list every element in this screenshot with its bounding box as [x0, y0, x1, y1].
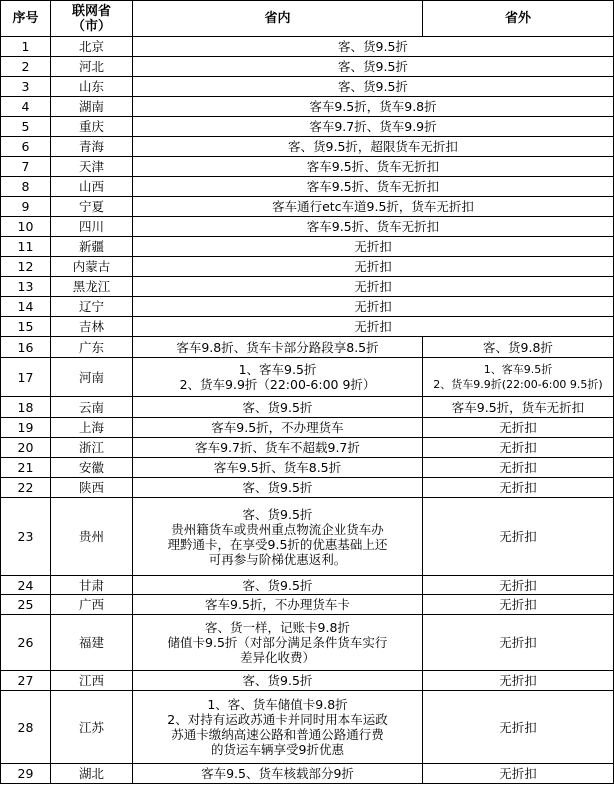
province-cell: 广西: [51, 595, 133, 615]
row-index-cell: 20: [1, 438, 51, 458]
province-cell: 辽宁: [51, 297, 133, 317]
outside-discount-cell: 无折扣: [423, 576, 614, 595]
header-index: 序号: [1, 1, 51, 37]
outside-discount-cell: 客、货9.8折: [423, 337, 614, 358]
inside-discount-cell: 1、客车9.5折 2、货车9.9折（22:00-6:00 9折）: [133, 358, 423, 397]
discount-merged-cell: 客、货9.5折: [133, 37, 614, 57]
inside-discount-cell: 客车9.5折，不办理货车: [133, 418, 423, 438]
row-index-cell: 9: [1, 197, 51, 217]
row-index-cell: 8: [1, 177, 51, 197]
province-cell: 宁夏: [51, 197, 133, 217]
province-cell: 广东: [51, 337, 133, 358]
row-index-cell: 27: [1, 671, 51, 691]
table-row: [1, 37, 614, 57]
province-cell: 上海: [51, 418, 133, 438]
province-cell: 浙江: [51, 438, 133, 458]
inside-discount-cell: 客、货9.5折: [133, 397, 423, 418]
row-index-cell: 23: [1, 498, 51, 576]
inside-discount-cell: 客车9.8折、货车卡部分路段享8.5折: [133, 337, 423, 358]
inside-discount-cell: 客车9.5折，不办理货车卡: [133, 595, 423, 615]
outside-discount-cell: 无折扣: [423, 671, 614, 691]
outside-discount-cell: 无折扣: [423, 418, 614, 438]
province-cell: 青海: [51, 137, 133, 157]
row-index-cell: 22: [1, 478, 51, 498]
row-index-cell: 12: [1, 257, 51, 277]
discount-merged-cell: 客、货9.5折: [133, 77, 614, 97]
table-row: [1, 237, 614, 257]
province-cell: 贵州: [51, 498, 133, 576]
table-row: [1, 615, 614, 671]
row-index-cell: 29: [1, 764, 51, 784]
row-index-cell: 25: [1, 595, 51, 615]
province-cell: 重庆: [51, 117, 133, 137]
table-row: [1, 576, 614, 595]
inside-discount-cell: 客车9.5、货车核载部分9折: [133, 764, 423, 784]
province-cell: 陕西: [51, 478, 133, 498]
row-index-cell: 4: [1, 97, 51, 117]
province-cell: 江西: [51, 671, 133, 691]
province-cell: 四川: [51, 217, 133, 237]
discount-merged-cell: 无折扣: [133, 277, 614, 297]
row-index-cell: 6: [1, 137, 51, 157]
table-row: [1, 77, 614, 97]
table-row: [1, 358, 614, 397]
row-index-cell: 19: [1, 418, 51, 438]
discount-merged-cell: 客、货9.5折，超限货车无折扣: [133, 137, 614, 157]
outside-discount-cell: 无折扣: [423, 438, 614, 458]
discount-merged-cell: 无折扣: [133, 237, 614, 257]
province-cell: 江苏: [51, 691, 133, 764]
table-row: [1, 498, 614, 576]
outside-discount-cell: 无折扣: [423, 615, 614, 671]
province-cell: 湖北: [51, 764, 133, 784]
table-row: [1, 137, 614, 157]
outside-discount-cell: 客车9.5折，货车无折扣: [423, 397, 614, 418]
row-index-cell: 5: [1, 117, 51, 137]
table-row: [1, 671, 614, 691]
row-index-cell: 15: [1, 317, 51, 337]
table-row: [1, 691, 614, 764]
table-row: [1, 277, 614, 297]
table-row: [1, 297, 614, 317]
table-row: [1, 57, 614, 77]
province-cell: 新疆: [51, 237, 133, 257]
table-row: [1, 197, 614, 217]
row-index-cell: 10: [1, 217, 51, 237]
province-cell: 黑龙江: [51, 277, 133, 297]
discount-merged-cell: 无折扣: [133, 317, 614, 337]
outside-discount-cell: 无折扣: [423, 691, 614, 764]
table-row: [1, 337, 614, 358]
province-cell: 北京: [51, 37, 133, 57]
table-row: [1, 438, 614, 458]
row-index-cell: 7: [1, 157, 51, 177]
inside-discount-cell: 客、货9.5折 贵州籍货车或贵州重点物流企业货车办 理黔通卡，在享受9.5折的优惠基础上还 可再参与阶梯优惠返利。: [133, 498, 423, 576]
discount-merged-cell: 无折扣: [133, 257, 614, 277]
province-cell: 云南: [51, 397, 133, 418]
table-row: [1, 257, 614, 277]
table-row: [1, 217, 614, 237]
discount-merged-cell: 客车9.7折、货车9.9折: [133, 117, 614, 137]
discount-merged-cell: 无折扣: [133, 297, 614, 317]
inside-discount-cell: 1、客、货车储值卡9.8折 2、对持有运政苏通卡并同时用本车运政 苏通卡缴纳高速公路和普通公路通行费 的货运车辆享受9折优惠: [133, 691, 423, 764]
outside-discount-cell: 无折扣: [423, 764, 614, 784]
discount-merged-cell: 客、货9.5折: [133, 57, 614, 77]
discount-merged-cell: 客车9.5折，货车9.8折: [133, 97, 614, 117]
discount-merged-cell: 客车9.5折、货车无折扣: [133, 177, 614, 197]
province-cell: 河北: [51, 57, 133, 77]
inside-discount-cell: 客车9.5折、货车8.5折: [133, 458, 423, 478]
province-cell: 山东: [51, 77, 133, 97]
outside-discount-cell: 无折扣: [423, 478, 614, 498]
discount-merged-cell: 客车9.5折、货车无折扣: [133, 217, 614, 237]
row-index-cell: 28: [1, 691, 51, 764]
outside-discount-cell: 无折扣: [423, 458, 614, 478]
header-province: 联网省 （市）: [51, 1, 133, 37]
row-index-cell: 24: [1, 576, 51, 595]
province-cell: 福建: [51, 615, 133, 671]
row-index-cell: 2: [1, 57, 51, 77]
inside-discount-cell: 客车9.7折、货车不超载9.7折: [133, 438, 423, 458]
row-index-cell: 14: [1, 297, 51, 317]
outside-discount-cell: 无折扣: [423, 595, 614, 615]
row-index-cell: 21: [1, 458, 51, 478]
table-row: [1, 478, 614, 498]
inside-discount-cell: 客、货一样，记账卡9.8折 储值卡9.5折（对部分满足条件货车实行 差异化收费）: [133, 615, 423, 671]
table-row: [1, 458, 614, 478]
row-index-cell: 18: [1, 397, 51, 418]
header-outside: 省外: [423, 1, 614, 37]
discount-merged-cell: 客车9.5折、货车无折扣: [133, 157, 614, 177]
inside-discount-cell: 客、货9.5折: [133, 576, 423, 595]
table-row: [1, 418, 614, 438]
row-index-cell: 26: [1, 615, 51, 671]
table-row: [1, 595, 614, 615]
province-cell: 湖南: [51, 97, 133, 117]
province-cell: 吉林: [51, 317, 133, 337]
province-cell: 安徽: [51, 458, 133, 478]
inside-discount-cell: 客、货9.5折: [133, 671, 423, 691]
table-row: [1, 97, 614, 117]
outside-discount-cell: 1、客车9.5折 2、货车9.9折(22:00-6:00 9.5折): [423, 358, 614, 397]
province-cell: 甘肃: [51, 576, 133, 595]
province-cell: 内蒙古: [51, 257, 133, 277]
table-row: [1, 157, 614, 177]
row-index-cell: 17: [1, 358, 51, 397]
table-row: [1, 397, 614, 418]
table-header-row: [1, 1, 614, 37]
row-index-cell: 16: [1, 337, 51, 358]
table-row: [1, 317, 614, 337]
discount-merged-cell: 客车通行etc车道9.5折，货车无折扣: [133, 197, 614, 217]
table-row: [1, 177, 614, 197]
row-index-cell: 11: [1, 237, 51, 257]
table-row: [1, 117, 614, 137]
inside-discount-cell: 客、货9.5折: [133, 478, 423, 498]
table-row: [1, 764, 614, 784]
province-cell: 山西: [51, 177, 133, 197]
row-index-cell: 1: [1, 37, 51, 57]
province-cell: 天津: [51, 157, 133, 177]
row-index-cell: 13: [1, 277, 51, 297]
outside-discount-cell: 无折扣: [423, 498, 614, 576]
row-index-cell: 3: [1, 77, 51, 97]
header-inside: 省内: [133, 1, 423, 37]
province-cell: 河南: [51, 358, 133, 397]
